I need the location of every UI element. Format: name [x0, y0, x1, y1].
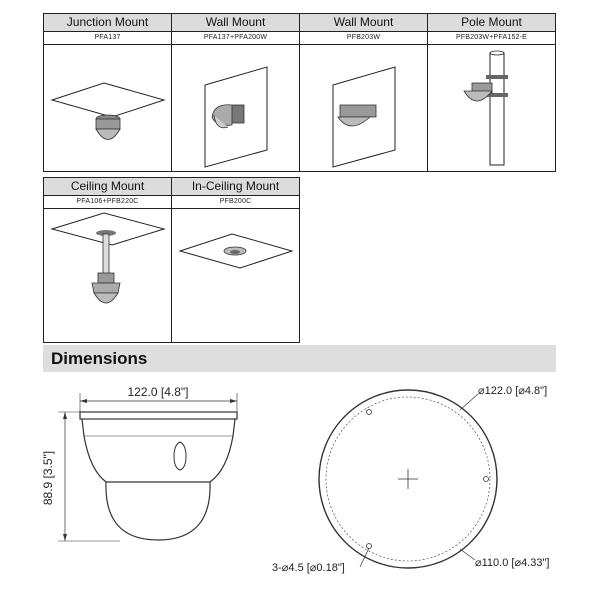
width-label: 122.0 [4.8"] [127, 385, 189, 399]
inner-diameter-label: ⌀110.0 [⌀4.33"] [475, 557, 550, 569]
outer-diameter-label: ⌀122.0 [⌀4.8"] [478, 385, 548, 397]
mount-cell-wall-1 [171, 13, 300, 172]
wall-mount-illustration [172, 45, 299, 170]
top-view [319, 390, 497, 568]
mount-model: PFA137+PFA200W [172, 32, 299, 45]
mount-model: PFB200C [172, 196, 299, 209]
mount-title: Wall Mount [300, 14, 427, 32]
mount-title: Junction Mount [44, 14, 171, 32]
mount-title: Ceiling Mount [44, 178, 171, 196]
mount-title: In-Ceiling Mount [172, 178, 299, 196]
hole-label: 3-⌀4.5 [⌀0.18"] [272, 562, 345, 574]
height-label: 88.9 [3.5"] [41, 450, 55, 506]
wall-mount-illustration [300, 45, 427, 170]
in-ceiling-mount-illustration [172, 209, 299, 341]
mount-model: PFB203W [300, 32, 427, 45]
mount-model: PFA106+PFB220C [44, 196, 171, 209]
mount-cell-in-ceiling [171, 177, 300, 343]
mount-title: Wall Mount [172, 14, 299, 32]
mount-title: Pole Mount [428, 14, 555, 32]
junction-mount-illustration [44, 45, 171, 170]
mount-cell-ceiling [43, 177, 172, 343]
pole-mount-illustration [428, 45, 555, 170]
dimensions-heading: Dimensions [43, 345, 556, 372]
side-view [58, 393, 237, 541]
mount-cell-junction [43, 13, 172, 172]
mount-cell-wall-2 [299, 13, 428, 172]
mount-model: PFA137 [44, 32, 171, 45]
ceiling-mount-illustration [44, 209, 171, 341]
mount-model: PFB203W+PFA152-E [428, 32, 555, 45]
mount-cell-pole [427, 13, 556, 172]
